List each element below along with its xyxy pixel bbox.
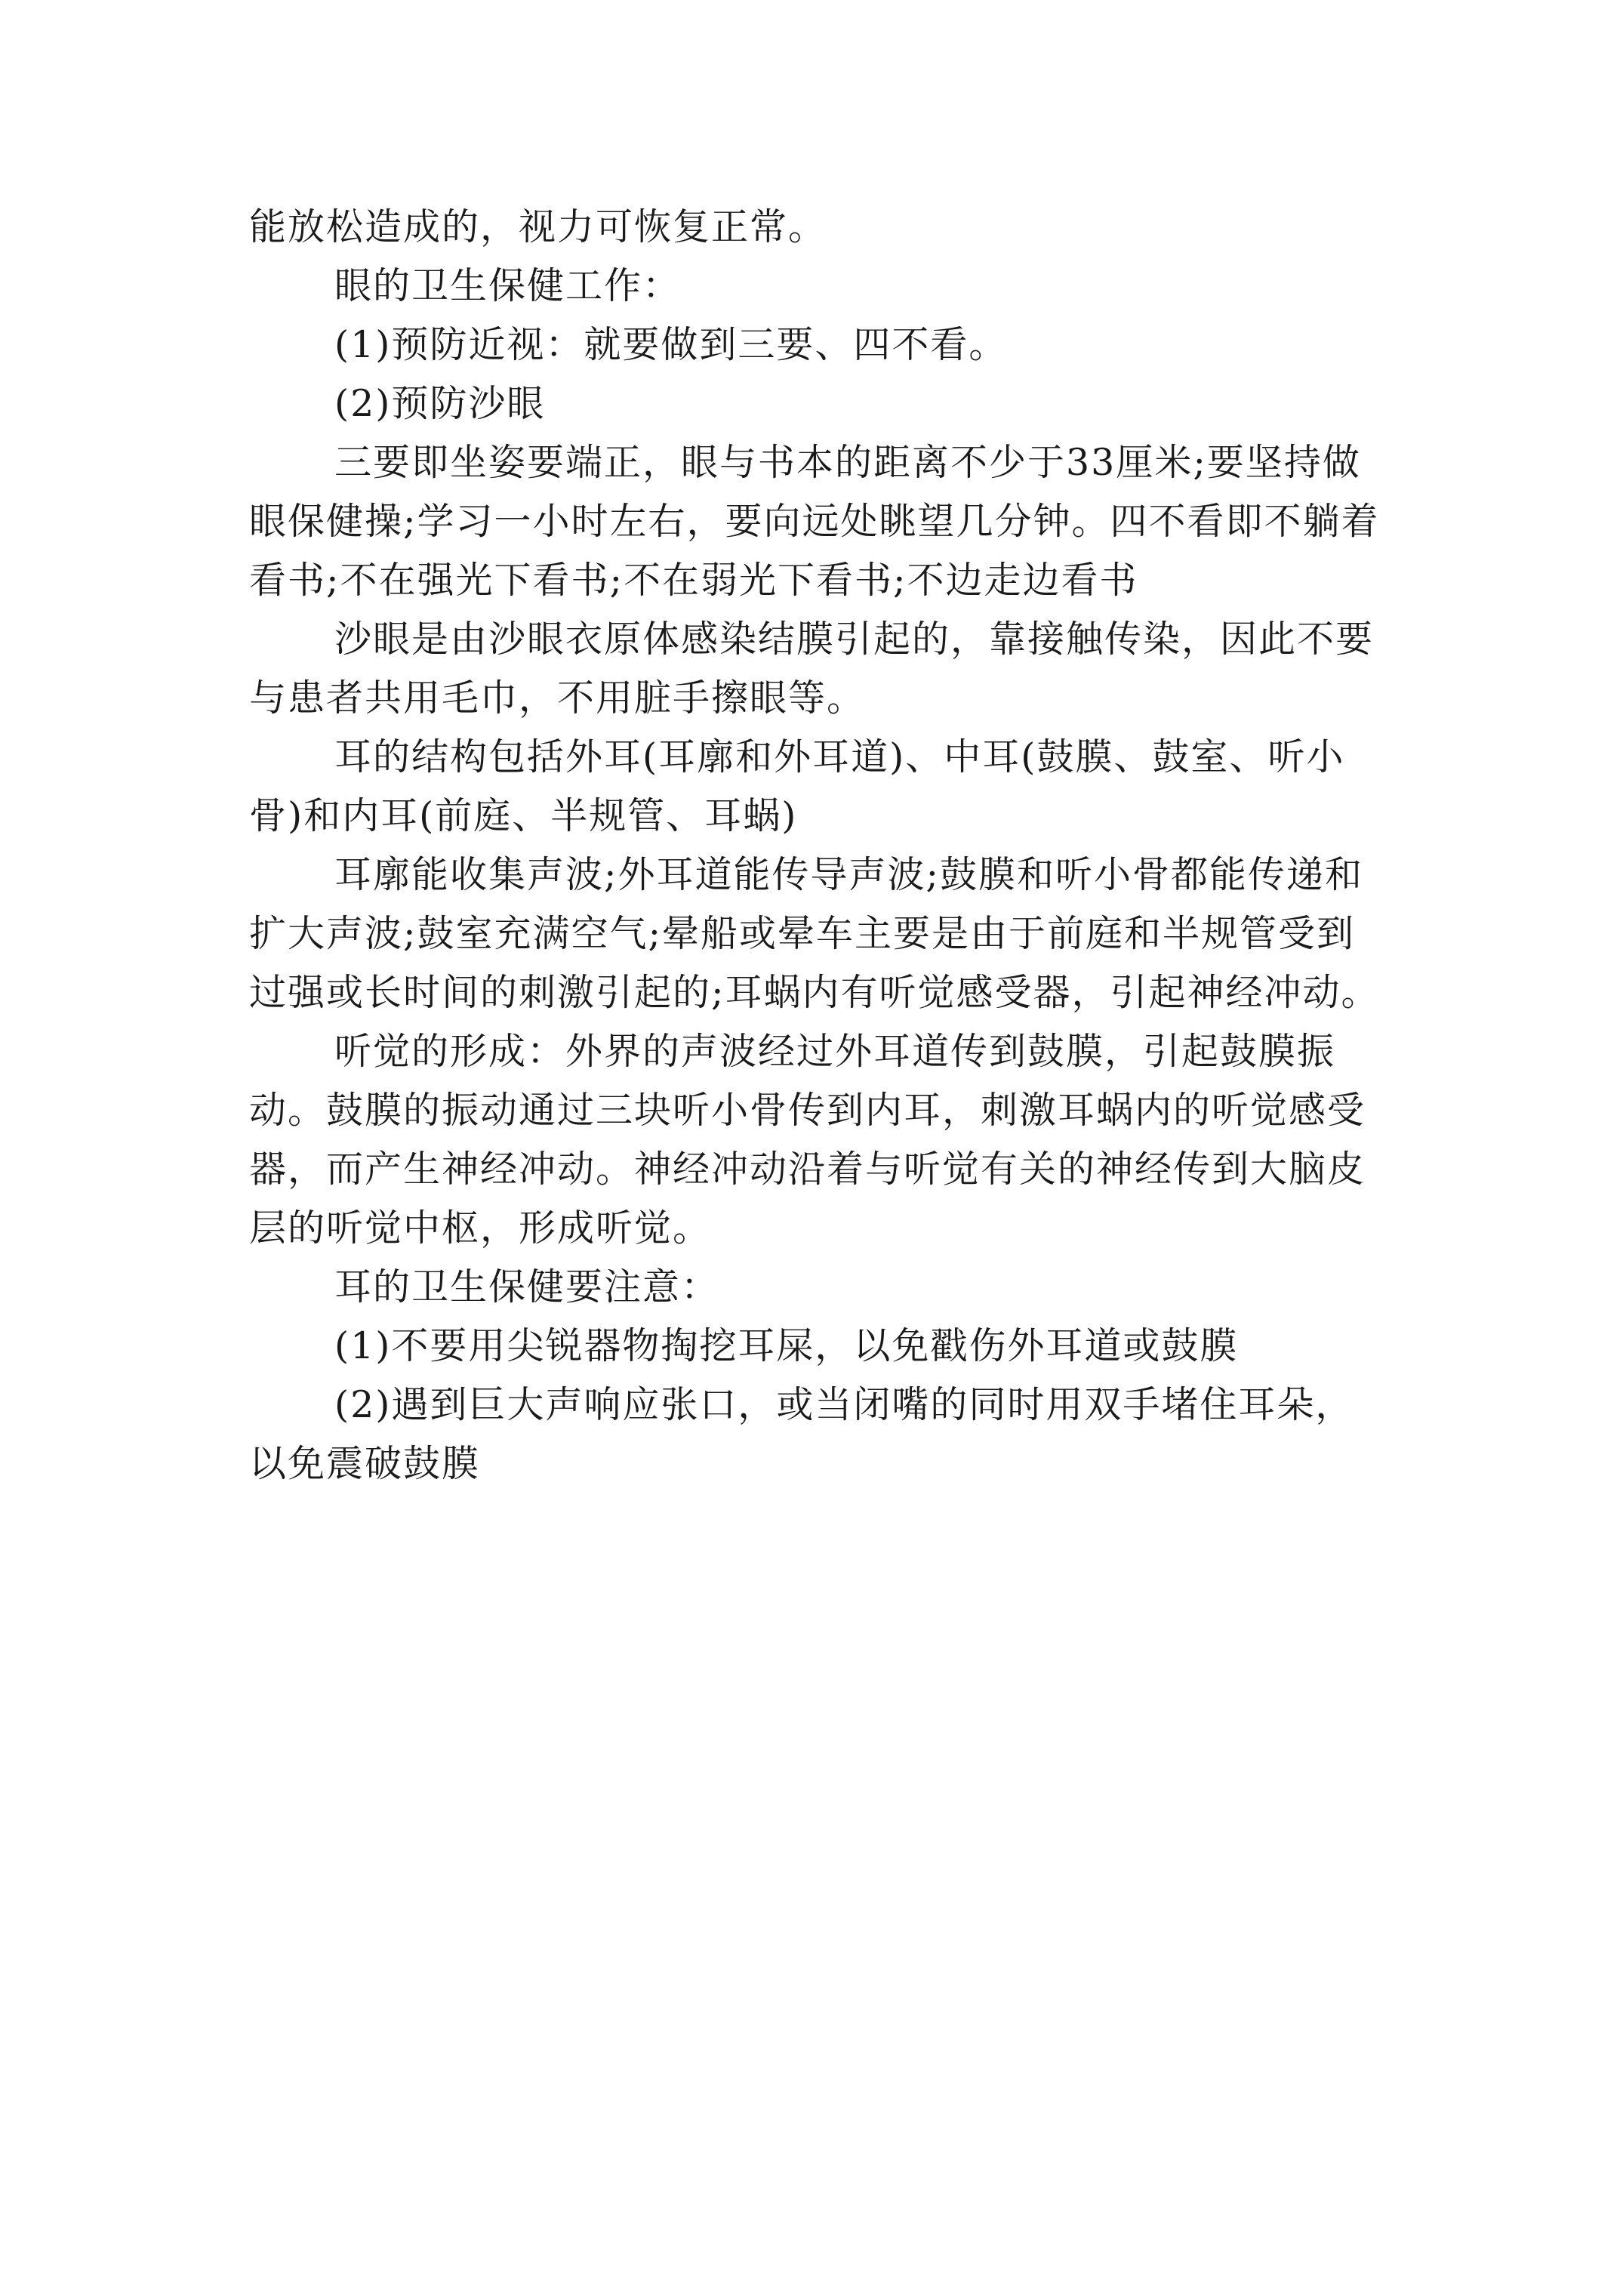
paragraph-ear-functions: 耳廓能收集声波;外耳道能传导声波;鼓膜和听小骨都能传递和扩大声波;鼓室充满空气;晕船或晕车主要是由于前庭和半规管受到过强或长时间的刺激引起的;耳蜗内有听觉感受器，引起神经冲动。 (249, 853, 1380, 1014)
list-item-loud-noise: (2)遇到巨大声响应张口，或当闭嘴的同时用双手堵住耳朵，以免震破鼓膜 (249, 1383, 1354, 1485)
list-item-prevent-myopia: (1)预防近视：就要做到三要、四不看。 (334, 323, 1008, 366)
paragraph-trachoma: 沙眼是由沙眼衣原体感染结膜引起的，靠接触传染，因此不要与患者共用毛巾，不用脏手擦眼等。 (249, 618, 1375, 720)
paragraph-ear-structure: 耳的结构包括外耳(耳廓和外耳道)、中耳(鼓膜、鼓室、听小骨)和内耳(前庭、半规管、耳蜗) (249, 735, 1345, 837)
paragraph-hearing-formation: 听觉的形成：外界的声波经过外耳道传到鼓膜，引起鼓膜振动。鼓膜的振动通过三块听小骨传到内耳，刺激耳蜗内的听觉感受器，而产生神经冲动。神经冲动沿着与听觉有关的神经传到大脑皮层的听觉中枢，形成听觉。 (249, 1030, 1366, 1250)
list-item-prevent-trachoma: (2)预防沙眼 (334, 382, 546, 425)
paragraph-vision-recovery: 能放松造成的，视力可恢复正常。 (249, 205, 827, 248)
paragraph-three-musts-four-donts: 三要即坐姿要端正，眼与书本的距离不少于33厘米;要坚持做眼保健操;学习一小时左右，要向远处眺望几分钟。四不看即不躺着看书;不在强光下看书;不在弱光下看书;不边走边看书 (249, 441, 1380, 602)
heading-ear-hygiene: 耳的卫生保健要注意： (334, 1265, 720, 1308)
list-item-no-sharp-objects: (1)不要用尖锐器物掏挖耳屎，以免戳伤外耳道或鼓膜 (334, 1324, 1239, 1367)
heading-eye-hygiene: 眼的卫生保健工作： (334, 264, 682, 307)
document-page (249, 198, 1389, 1493)
